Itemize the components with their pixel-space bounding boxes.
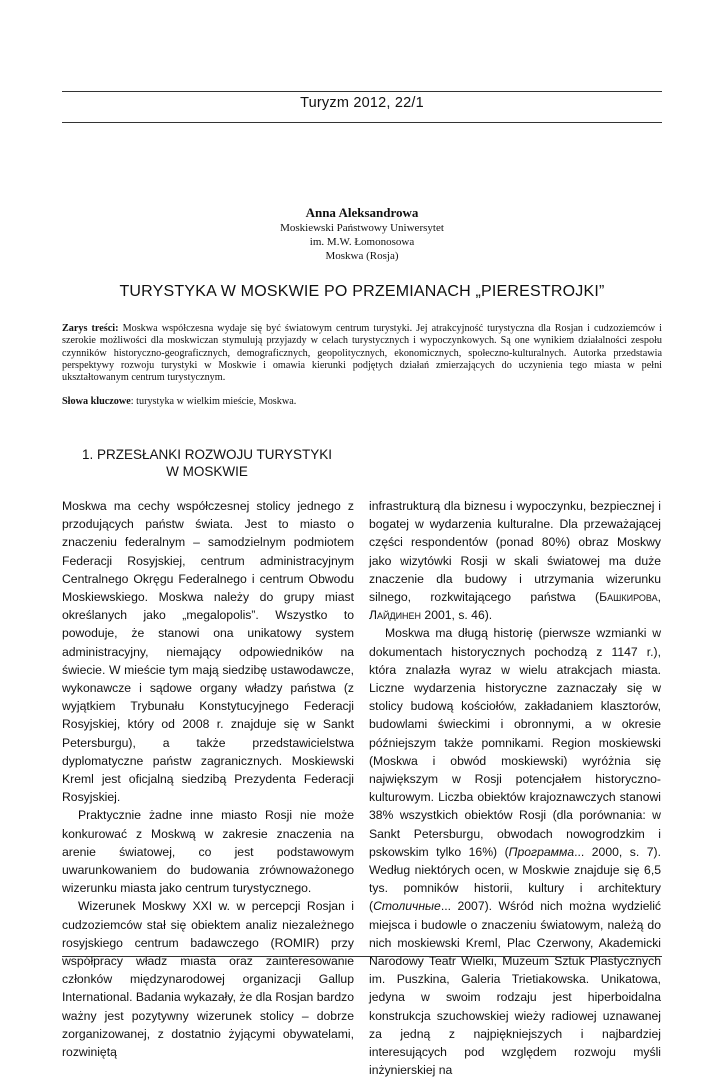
author-block — [62, 205, 662, 263]
footer-rule — [62, 956, 662, 957]
keywords — [62, 396, 662, 408]
abstract — [62, 323, 662, 384]
section-heading — [62, 446, 352, 480]
keywords-label: Słowa kluczowe — [62, 396, 131, 407]
citation: Башкирова, Лайдинен — [369, 590, 661, 623]
paragraph-text: ... 2000, s. 7). Według niektórych ocen, w Moskwie znajduje się 6,5 tys. pomników historii, kultury i architektury ( — [369, 844, 661, 914]
right-column — [369, 497, 661, 1080]
citation: Столичные — [373, 899, 441, 914]
author-name: Anna Aleksandrowa — [305, 205, 419, 220]
abstract-label: Zarys treści: — [62, 323, 119, 334]
section-heading-line: W MOSKWIE — [166, 464, 248, 479]
header-rule-top — [62, 91, 662, 92]
left-column — [62, 497, 354, 1061]
article-title: TURYSTYKA W MOSKWIE PO PRZEMIANACH „PIERESTROJKI” — [119, 283, 605, 300]
paragraph-text: infrastrukturą dla biznesu i wypoczynku, bezpiecznej i bogatej w wydarzenia kulturalne. Dla przeważającej części respondentów (ponad 80%) obraz Moskwy jako wizytówki Rosji w skali światowej ma duże znaczenie dla budowy i utrzymania wizerunku silnego, rozkwitającego państwa ( — [369, 499, 661, 605]
paragraph — [369, 624, 661, 1079]
affiliation-line: im. M.W. Łomonosowa — [309, 236, 415, 248]
paragraph-text: 2001, s. 46). — [421, 608, 493, 623]
section-heading-line: 1. PRZESŁANKI ROZWOJU TURYSTYKI — [81, 447, 333, 462]
affiliation-line: Moskwa (Rosja) — [325, 250, 399, 262]
paragraph-text: ... 2007). Wśród nich można wydzielić miejsca i budowle o znaczeniu światowym, należą do nich moskiewski Kreml, Plac Czerwony, Akademicki Narodowy Teatr Wielki, Muzeum Sztuk Plastycznych im. Puszkina, Galeria Trietiakowska. Unikatowa, jedyna w swoim rodzaju jest hiperboidalna konstrukcja szuchowskiej wieży radiowej uznawanej za jedną z najpiękniejszych i najbardziej interesujących pod względem rozwoju myśli inżynierskiej na — [369, 899, 661, 1078]
affiliation-line: Moskiewski Państwowy Uniwersytet — [280, 222, 444, 234]
paragraph: Moskwa ma cechy współczesnej stolicy jednego z przodujących państw świata. Jest to miasto o znaczeniu federalnym – samodzielnym podmiotem Federacji Rosyjskiej, centrum administracyjnym Centralnego Okręgu Federalnego i centrum Obwodu Moskiewskiego. Moskwa należy do grupy miast określanych jako „megalopolis”. Wszystko to powoduje, że stanowi ona unikatowy system administracyjny, niemający odpowiedników na świecie. W mieście tym mają siedzibę ustawodawcze, wykonawcze i sądowe organy władzy państwa (z wyjątkiem Trybunału Konstytucyjnego Federacji Rosyjskiej, który od 2008 r. znajduje się w Sankt Petersburgu), a także przedstawicielstwa dyplomatyczne państw zagranicznych. Moskiewski Kreml jest oficjalną siedzibą Prezydenta Federacji Rosyjskiej. — [62, 499, 354, 805]
citation: Программа — [508, 844, 575, 859]
abstract-text: Moskwa współczesna wydaje się być światowym centrum turystyki. Jej atrakcyjność turystyczna dla Rosjan i cudzoziemców i szerokie możliwości dla moskwiczan stymulują przyjazdy w celach turystycznych i wypoczynkowych. Są one wynikiem działalności zespołu czynników historyczno-geograficznych, demograficznych, geopolitycznych, ekonomicznych, społeczno-kulturalnych. Autorka przedstawia perspektywy rozwoju turystyki w Moskwie i omawia kierunki podjętych działań zmierzających do uczynienia tego miasta w pełni ukształtowanym centrum turystycznym. — [62, 323, 662, 384]
keywords-text: : turystyka w wielkim mieście, Moskwa. — [130, 396, 297, 407]
paragraph-text: Moskwa ma długą historię (pierwsze wzmianki w dokumentach historycznych pochodzą z 1147 r.), która znalazła wyraz w wielu atrakcjach miasta. Liczne wydarzenia historyczne zaznaczały się w stolicy budową kościołów, zakładaniem klasztorów, budowlami świeckimi i obronnymi, a w okresie późniejszym także pomnikami. Region moskiewski (Moskwa i obwód moskiewski) wyróżnia się największym w Rosji potencjałem historyczno-kulturowym. Liczba obiektów krajoznawczych stanowi 38% wszystkich obiektów Rosji (dla porównania: w Sankt Petersburgu, obwodach nowogrodzkim i pskowskim tylko 16%) ( — [369, 626, 661, 859]
paragraph: Wizerunek Moskwy XXI w. w percepcji Rosjan i cudzoziemców stał się obiektem analiz niezależnego rosyjskiego centrum badawczego (ROMIR) przy współpracy władz miasta oraz zainteresowanie członków międzynarodowej organizacji Gallup International. Badania wykazały, że dla Rosjan bardzo ważny jest pozytywny wizerunek stolicy – dobrze zorganizowanej, z dostatnio żyjącymi obywatelami, rozwiniętą — [62, 899, 354, 1060]
header-rule-bottom — [62, 122, 662, 123]
paragraph: Praktycznie żadne inne miasto Rosji nie może konkurować z Moskwą w zakresie znaczenia na arenie światowej, co jest podstawowym uwarunkowaniem do budowania zrównoważonego wizerunku miasta jako centrum turystycznego. — [62, 808, 354, 896]
running-head: Turyzm 2012, 22/1 — [300, 95, 424, 111]
paragraph — [369, 497, 661, 624]
